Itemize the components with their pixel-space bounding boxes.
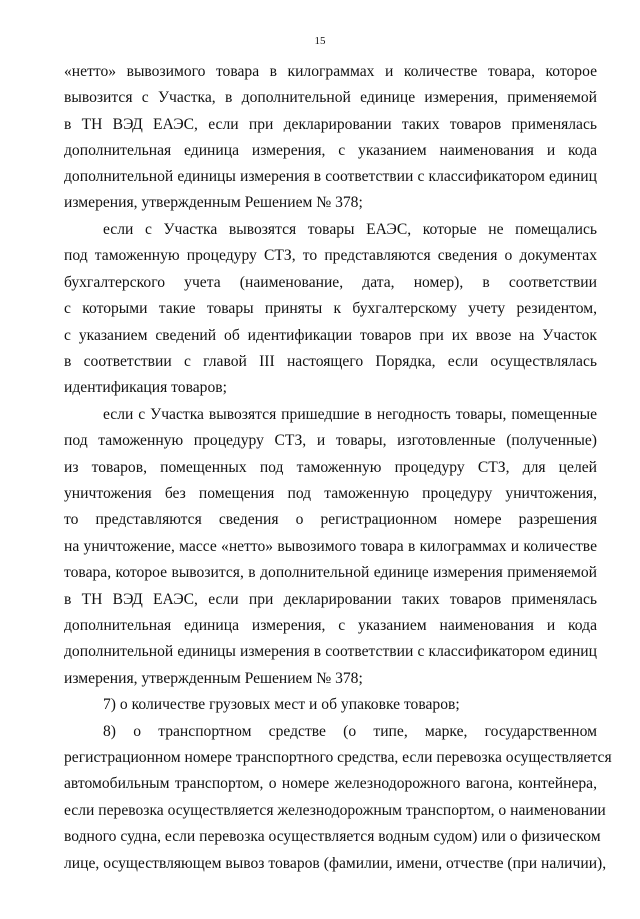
page-number: 15 — [314, 35, 326, 47]
text-line: с которыми такие товары приняты к бухгалтерскому учету резидентом, — [64, 300, 597, 317]
text-line: автомобильным транспортом, о номере железнодорожного вагона, контейнера, — [64, 775, 597, 792]
text-line: то представляются сведения о регистрационном номере разрешения — [64, 511, 597, 528]
text-line: дополнительной единицы измерения в соответствии с классификатором единиц — [64, 643, 597, 660]
text-line: в ТН ВЭД ЕАЭС, если при декларировании таких товаров применялась — [64, 116, 597, 133]
text-line: уничтожения без помещения под таможенную процедуру уничтожения, — [64, 485, 597, 502]
text-line: в соответствии с главой III настоящего Порядка, если осуществлялась — [64, 353, 597, 370]
text-line: 7) о количестве грузовых мест и об упаковке товаров; — [103, 696, 460, 713]
text-line: «нетто» вывозимого товара в килограммах и количестве товара, которое — [64, 63, 597, 80]
text-line: на уничтожение, массе «нетто» вывозимого товара в килограммах и количестве — [64, 538, 597, 555]
text-line: измерения, утвержденным Решением № 378; — [64, 670, 363, 687]
text-line: идентификация товаров; — [64, 379, 227, 396]
text-line: водного судна, если перевозка осуществляется водным судом) или о физическом — [64, 828, 601, 845]
text-line: дополнительной единицы измерения в соответствии с классификатором единиц — [64, 168, 597, 185]
text-line: с указанием сведений об идентификации товаров при их ввозе на Участок — [64, 327, 597, 344]
text-line: регистрационном номере транспортного средства, если перевозка осуществляется — [64, 749, 612, 766]
text-line: если с Участка вывозятся товары ЕАЭС, которые не помещались — [103, 221, 597, 238]
text-line: 8) о транспортном средстве (о типе, марке, государственном — [103, 723, 597, 740]
text-line: дополнительная единица измерения, с указанием наименования и кода — [64, 617, 597, 634]
text-line: в ТН ВЭД ЕАЭС, если при декларировании таких товаров применялась — [64, 591, 597, 608]
text-line: если перевозка осуществляется железнодорожным транспортом, о наименовании — [64, 802, 606, 819]
text-line: измерения, утвержденным Решением № 378; — [64, 194, 363, 211]
text-line: бухгалтерского учета (наименование, дата, номер), в соответствии — [64, 274, 597, 291]
text-line: если с Участка вывозятся пришедшие в негодность товары, помещенные — [103, 406, 597, 423]
text-line: из товаров, помещенных под таможенную процедуру СТЗ, для целей — [64, 459, 597, 476]
text-line: вывозится с Участка, в дополнительной единице измерения, применяемой — [64, 89, 597, 106]
text-line: дополнительная единица измерения, с указанием наименования и кода — [64, 142, 597, 159]
text-line: под таможенную процедуру СТЗ, и товары, изготовленные (полученные) — [64, 432, 597, 449]
text-line: товара, которое вывозится, в дополнительной единице измерения применяемой — [64, 564, 597, 581]
text-line: под таможенную процедуру СТЗ, то представляются сведения о документах — [64, 247, 597, 264]
text-line: лице, осуществляющем вывоз товаров (фамилии, имени, отчестве (при наличии), — [64, 855, 607, 872]
